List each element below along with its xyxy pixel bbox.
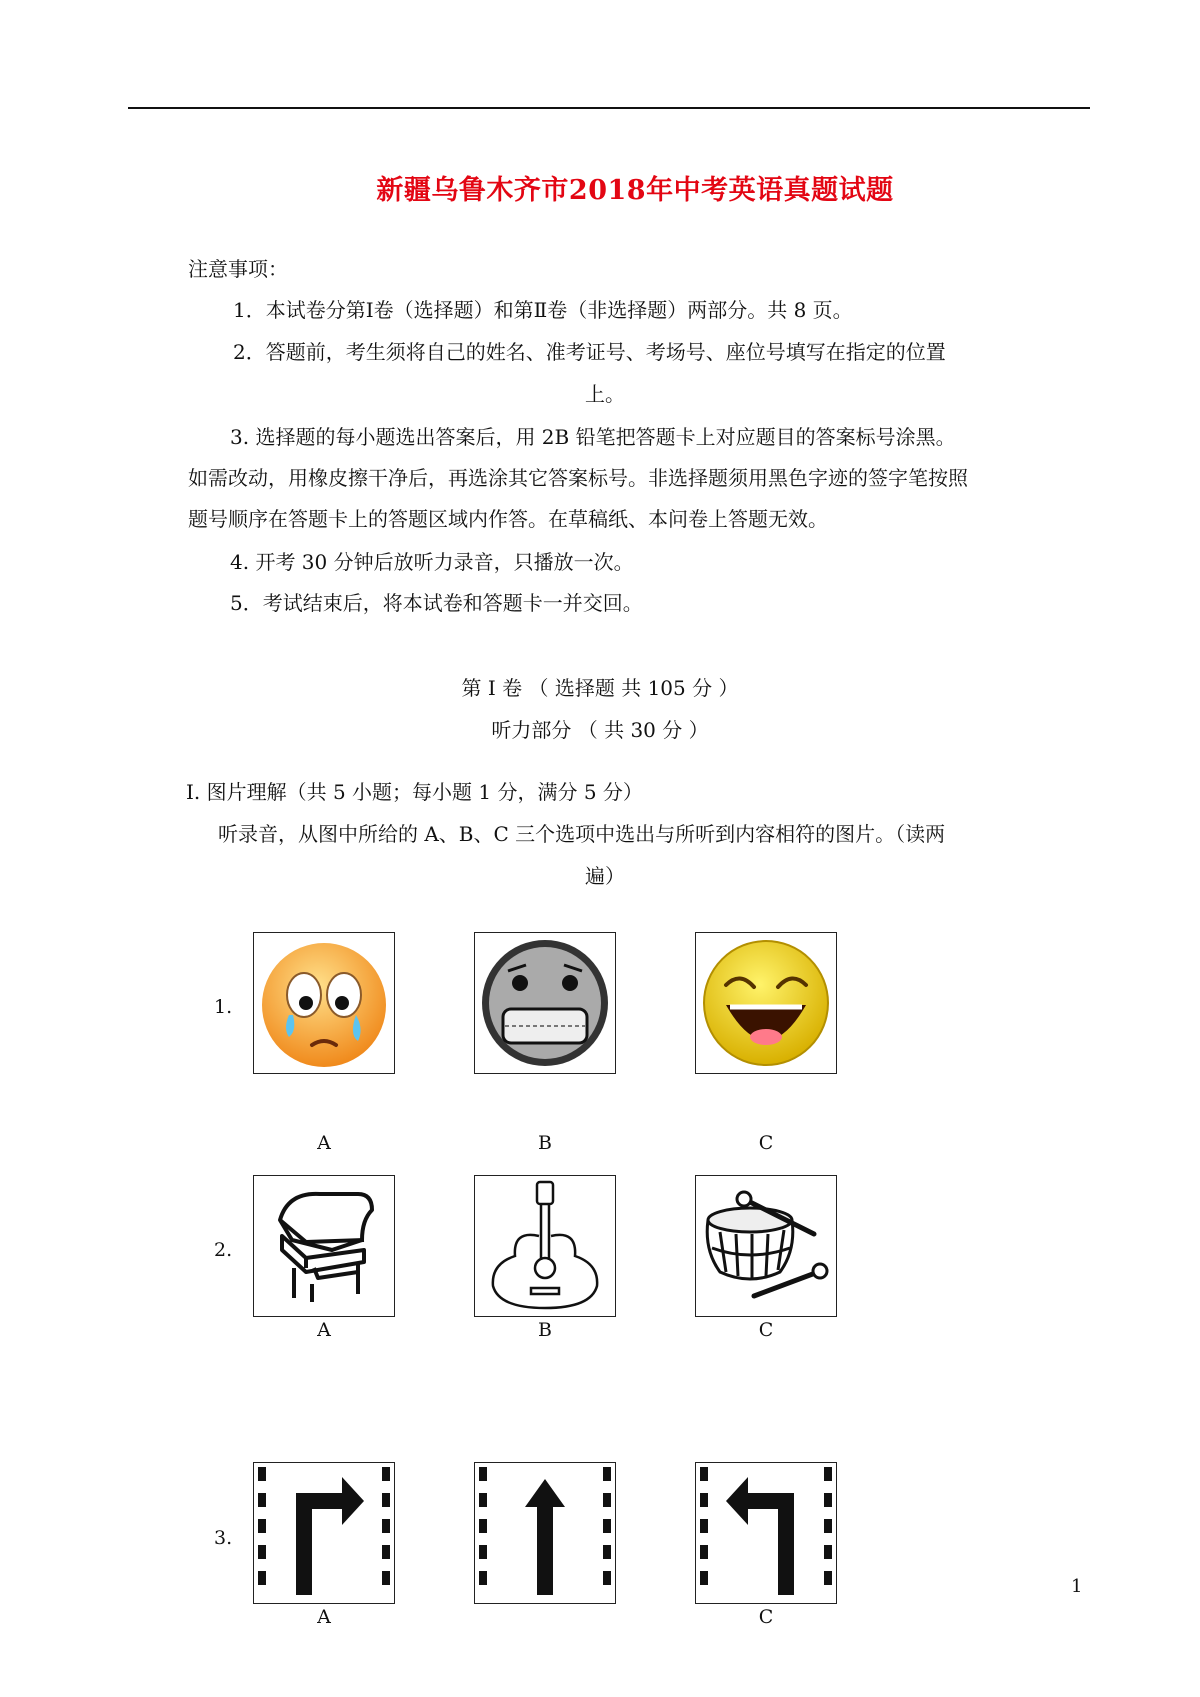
option-label: B <box>538 1319 552 1341</box>
option-image-grimacing-face[interactable] <box>474 932 616 1074</box>
option-label: C <box>758 1132 774 1154</box>
laughing-face-icon <box>696 933 836 1073</box>
option-label: C <box>758 1319 774 1341</box>
notice-item-2-line-1: 2．答题前，考生须将自己的姓名、准考证号、考场号、座位号填写在指定的位置 <box>233 340 946 364</box>
option-label: A <box>317 1132 331 1154</box>
section-listening: 听力部分 （ 共 30 分 ） <box>491 718 709 742</box>
notice-item-5: 5．考试结束后，将本试卷和答题卡一并交回。 <box>230 591 643 615</box>
option-image-piano[interactable] <box>253 1175 395 1317</box>
notice-item-2-line-2: 上。 <box>585 382 625 406</box>
guitar-icon <box>475 1176 615 1316</box>
crying-face-icon <box>254 933 394 1073</box>
option-image-drum[interactable] <box>695 1175 837 1317</box>
header-rule <box>128 107 1090 109</box>
option-image-guitar[interactable] <box>474 1175 616 1317</box>
question-heading: I. 图片理解（共 5 小题；每小题 1 分，满分 5 分） <box>186 780 643 804</box>
option-image-crying-face[interactable] <box>253 932 395 1074</box>
option-label: A <box>317 1319 331 1341</box>
option-label: A <box>317 1606 331 1628</box>
question-number: 1. <box>214 996 233 1018</box>
option-label: B <box>538 1132 552 1154</box>
drum-icon <box>696 1176 836 1316</box>
notice-item-1: 1．本试卷分第Ⅰ卷（选择题）和第Ⅱ卷（非选择题）两部分。共 8 页。 <box>233 298 853 322</box>
option-label: C <box>758 1606 774 1628</box>
piano-icon <box>254 1176 394 1316</box>
question-number: 2. <box>214 1239 233 1261</box>
option-image-turn-left-sign[interactable] <box>695 1462 837 1604</box>
notice-item-3-line-1: 3. 选择题的每小题选出答案后，用 2B 铅笔把答题卡上对应题目的答案标号涂黑。 <box>230 425 956 449</box>
section-part1: 第 Ⅰ 卷 （ 选择题 共 105 分 ） <box>461 676 739 700</box>
notice-heading: 注意事项： <box>188 257 288 281</box>
page-title: 新疆乌鲁木齐市2018年中考英语真题试题 <box>376 175 894 206</box>
grimacing-face-icon <box>475 933 615 1073</box>
turn-right-arrow-icon <box>254 1463 394 1603</box>
notice-item-3-line-3: 题号顺序在答题卡上的答题区域内作答。在草稿纸、本问卷上答题无效。 <box>188 507 828 531</box>
notice-item-4: 4. 开考 30 分钟后放听力录音，只播放一次。 <box>230 550 634 574</box>
page-number: 1 <box>1071 1576 1083 1597</box>
turn-left-arrow-icon <box>696 1463 836 1603</box>
straight-arrow-icon <box>475 1463 615 1603</box>
notice-item-3-line-2: 如需改动，用橡皮擦干净后，再选涂其它答案标号。非选择题须用黑色字迹的签字笔按照 <box>188 466 968 490</box>
instruction-line-2: 遍） <box>585 864 625 888</box>
option-image-straight-ahead-sign[interactable] <box>474 1462 616 1604</box>
option-image-laughing-face[interactable] <box>695 932 837 1074</box>
option-image-turn-right-sign[interactable] <box>253 1462 395 1604</box>
instruction-line-1: 听录音，从图中所给的 A、B、C 三个选项中选出与所听到内容相符的图片。（读两 <box>218 822 946 846</box>
question-number: 3. <box>214 1527 233 1549</box>
